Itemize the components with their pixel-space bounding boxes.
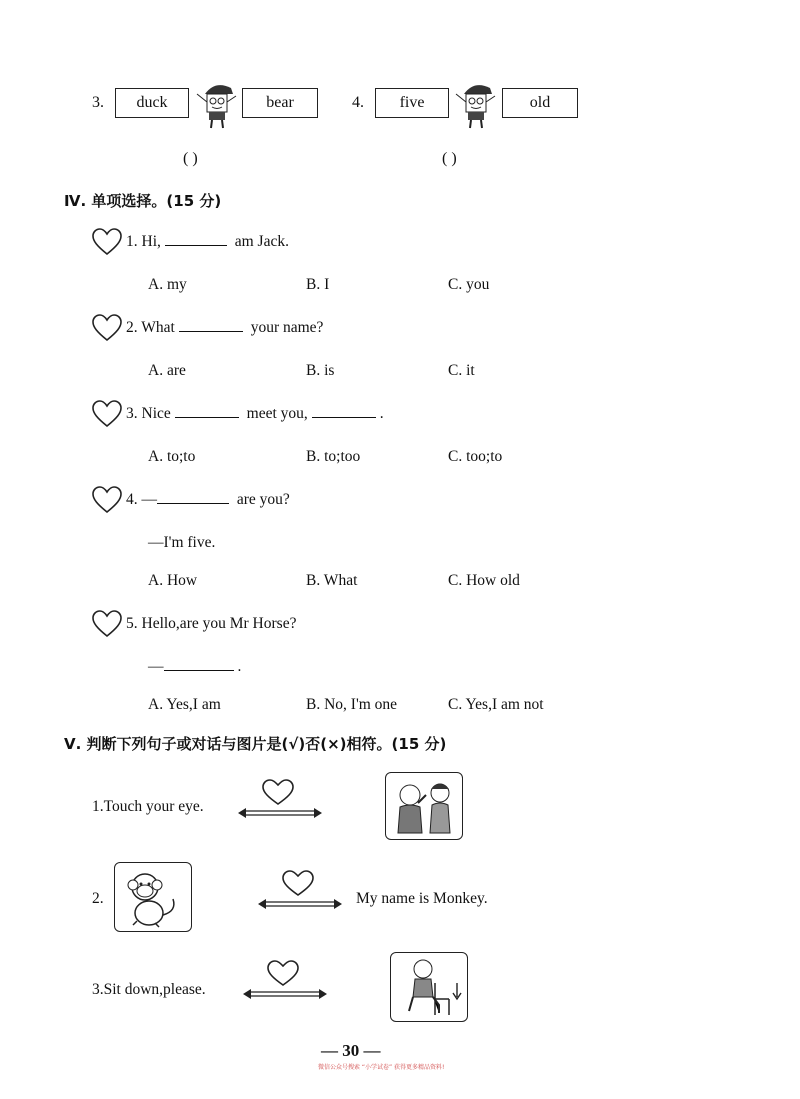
section-heading-4: Ⅳ. 单项选择。(15 分) <box>64 192 222 210</box>
heart-icon <box>92 400 122 428</box>
word-box-right: bear <box>242 88 318 118</box>
picture-monkey <box>114 862 192 932</box>
section-heading-5: Ⅴ. 判断下列句子或对话与图片是(√)否(×)相符。(15 分) <box>64 735 447 753</box>
judge-item-2-text: My name is Monkey. <box>356 890 488 907</box>
answer-parentheses[interactable]: ( ) <box>442 150 457 167</box>
answer-blank[interactable] <box>165 244 227 246</box>
heart-arrow-icon[interactable] <box>254 865 344 913</box>
monkey-icon <box>115 863 191 931</box>
option-a[interactable]: A. to;to <box>148 448 196 465</box>
item-number: 3. <box>92 94 104 111</box>
boy-sitting-down-icon <box>391 953 467 1021</box>
option-b[interactable]: B. to;too <box>306 448 361 465</box>
heart-icon <box>92 228 122 256</box>
heart-icon <box>92 610 122 638</box>
answer-blank[interactable] <box>164 669 234 671</box>
word-box-left: duck <box>115 88 189 118</box>
option-b[interactable]: B. I <box>306 276 330 293</box>
option-c[interactable]: C. it <box>448 362 475 379</box>
watermark-note: 微信公众号搜索 “小学试卷” 获得更多精品资料! <box>318 1064 445 1071</box>
question-2: 2. What your name? <box>126 319 324 336</box>
page-number: — 30 — <box>321 1041 381 1060</box>
picture-boy-sitting <box>390 952 468 1022</box>
answer-line: —I'm five. <box>148 534 216 551</box>
question-3: 3. Nice meet you, . <box>126 405 384 422</box>
answer-parentheses[interactable]: ( ) <box>183 150 198 167</box>
item-number: 4. <box>352 94 364 111</box>
answer-blank[interactable] <box>179 330 243 332</box>
cartoon-character-icon <box>452 76 498 132</box>
question-1: 1. Hi, am Jack. <box>126 233 289 250</box>
judge-item-1: 1.Touch your eye. <box>92 798 204 815</box>
answer-line: — . <box>148 658 242 675</box>
item-number: 2. <box>92 890 104 907</box>
judge-item-3: 3.Sit down,please. <box>92 981 206 998</box>
option-a[interactable]: A. How <box>148 572 198 589</box>
option-a[interactable]: A. are <box>148 362 186 379</box>
option-a[interactable]: A. my <box>148 276 187 293</box>
question-5: 5. Hello,are you Mr Horse? <box>126 615 297 632</box>
word-box-left: five <box>375 88 449 118</box>
option-c[interactable]: C. you <box>448 276 490 293</box>
children-touching-eye-icon <box>386 773 462 839</box>
option-c[interactable]: C. Yes,I am not <box>448 696 544 713</box>
cartoon-character-icon <box>193 76 239 132</box>
answer-blank-1[interactable] <box>175 416 239 418</box>
word-box-right: old <box>502 88 578 118</box>
answer-blank[interactable] <box>157 502 229 504</box>
picture-two-children <box>385 772 463 840</box>
option-a[interactable]: A. Yes,I am <box>148 696 221 713</box>
option-b[interactable]: B. is <box>306 362 335 379</box>
option-c[interactable]: C. How old <box>448 572 520 589</box>
answer-blank-2[interactable] <box>312 416 376 418</box>
heart-icon <box>92 314 122 342</box>
heart-arrow-icon[interactable] <box>234 774 324 822</box>
question-4: 4. — are you? <box>126 491 290 508</box>
heart-icon <box>92 486 122 514</box>
option-c[interactable]: C. too;to <box>448 448 503 465</box>
heart-arrow-icon[interactable] <box>239 955 329 1003</box>
option-b[interactable]: B. No, I'm one <box>306 696 398 713</box>
option-b[interactable]: B. What <box>306 572 358 589</box>
